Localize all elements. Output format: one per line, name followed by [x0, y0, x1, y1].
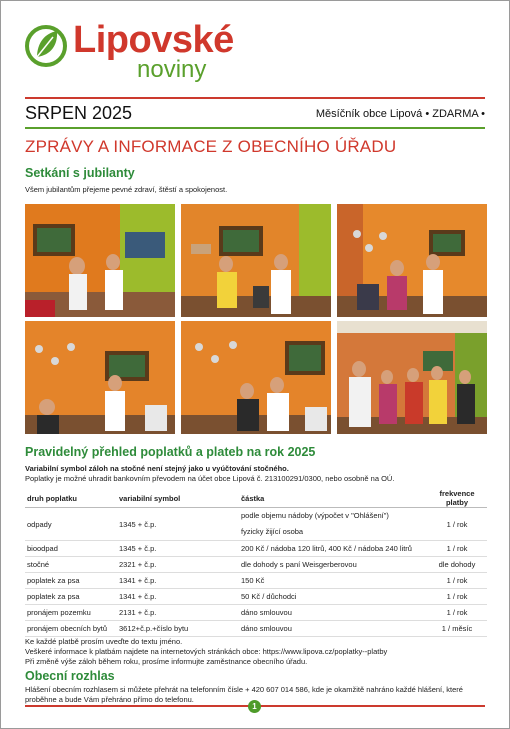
- photo-jubilee-5: [181, 321, 331, 434]
- fees-note: Poplatky je možné uhradit bankovním převodem na účet obce Lipová č. 213100291/0300, nebo osobně na OÚ.: [25, 474, 395, 483]
- fee-frequency: 1 / rok: [427, 605, 487, 621]
- fee-amount: 50 Kč / důchodci: [239, 589, 427, 605]
- page-number: 1: [248, 700, 261, 713]
- table-row: [25, 508, 487, 541]
- radio-text-1: Hlášení obecním rozhlasem si můžete přehrát na telefonním čísle + 420 607 014 586, kde je okamžitě nahráno každé hlášení, které: [25, 685, 463, 694]
- header-divider-green: [25, 127, 485, 129]
- table-row: [25, 589, 487, 605]
- radio-heading: Obecní rozhlas: [25, 669, 115, 683]
- fee-amount-line: fyzicky žijící osoba: [241, 527, 304, 536]
- fee-symbol: 2321 + č.p.: [117, 557, 239, 573]
- photo-jubilee-1: [25, 204, 175, 317]
- table-row: [25, 557, 487, 573]
- fees-footer-2: Veškeré informace k platbám najdete na internetových stránkách obce: https://www.lipova.cz/poplatky--platby: [25, 647, 388, 656]
- fee-amount: 200 Kč / nádoba 120 litrů, 400 Kč / nádoba 240 litrů: [239, 541, 427, 557]
- fee-symbol: 1345 + č.p.: [117, 508, 239, 541]
- column-header: částka: [239, 489, 427, 508]
- table-row: [25, 541, 487, 557]
- fee-amount-line: podle objemu nádoby (výpočet v "Ohlášení"): [241, 511, 389, 520]
- photo-jubilee-6: [337, 321, 487, 434]
- fee-type: bioodpad: [25, 541, 117, 557]
- column-header: variabilní symbol: [117, 489, 239, 508]
- fee-frequency: 1 / rok: [427, 541, 487, 557]
- fee-amount: dle dohody s paní Weisgerberovou: [239, 557, 427, 573]
- fee-type: poplatek za psa: [25, 573, 117, 589]
- fee-amount: dáno smlouvou: [239, 605, 427, 621]
- fee-type: pronájem obecních bytů: [25, 621, 117, 637]
- fee-amount: dáno smlouvou: [239, 621, 427, 637]
- fee-symbol: 3612+č.p.+číslo bytu: [117, 621, 239, 637]
- fee-symbol: 2131 + č.p.: [117, 605, 239, 621]
- column-header: frekvence platby: [427, 489, 487, 508]
- fee-frequency: 1 / rok: [427, 508, 487, 541]
- fee-frequency: 1 / měsíc: [427, 621, 487, 637]
- jubilee-heading: Setkání s jubilanty: [25, 166, 135, 180]
- fee-frequency: dle dohody: [427, 557, 487, 573]
- masthead-title: Lipovské: [73, 19, 234, 61]
- fees-footer-3: Při změně výše záloh během roku, prosíme informujte zaměstnance obecního úřadu.: [25, 657, 308, 666]
- fee-type: poplatek za psa: [25, 589, 117, 605]
- photo-jubilee-3: [337, 204, 487, 317]
- fee-frequency: 1 / rok: [427, 573, 487, 589]
- leaf-icon: [25, 23, 67, 69]
- photo-jubilee-4: [25, 321, 175, 434]
- fee-type: pronájem pozemku: [25, 605, 117, 621]
- fee-type: odpady: [25, 508, 117, 541]
- fee-frequency: 1 / rok: [427, 589, 487, 605]
- jubilee-text: Všem jubilantům přejeme pevné zdraví, štěstí a spokojenost.: [25, 185, 228, 194]
- masthead-subtitle: noviny: [137, 56, 207, 83]
- section-title: ZPRÁVY A INFORMACE Z OBECNÍHO ÚŘADU: [25, 137, 397, 156]
- table-row: [25, 605, 487, 621]
- table-row: [25, 621, 487, 637]
- fee-symbol: 1341 + č.p.: [117, 589, 239, 605]
- radio-text-2: proběhne a bude Vám přehráno přímo do telefonu.: [25, 695, 194, 704]
- fees-table-header: [25, 489, 487, 508]
- photo-jubilee-2: [181, 204, 331, 317]
- fee-type: stočné: [25, 557, 117, 573]
- header-divider-red: [25, 97, 485, 99]
- fees-table: [25, 489, 487, 637]
- fee-symbol: 1341 + č.p.: [117, 573, 239, 589]
- fees-footer-1: Ke každé platbě prosím uveďte do textu jméno.: [25, 637, 183, 646]
- fees-note-bold: Variabilní symbol záloh na stočné není stejný jako u vyúčtování stočného.: [25, 464, 289, 473]
- masthead: [25, 19, 285, 89]
- column-header: druh poplatku: [25, 489, 117, 508]
- fee-amount: [239, 508, 427, 541]
- fee-amount: 150 Kč: [239, 573, 427, 589]
- fees-heading: Pravidelný přehled poplatků a plateb na rok 2025: [25, 445, 316, 459]
- issue-label: SRPEN 2025: [25, 103, 133, 123]
- tagline: Měsíčník obce Lipová • ZDARMA •: [315, 108, 485, 120]
- fee-symbol: 1345 + č.p.: [117, 541, 239, 557]
- table-row: [25, 573, 487, 589]
